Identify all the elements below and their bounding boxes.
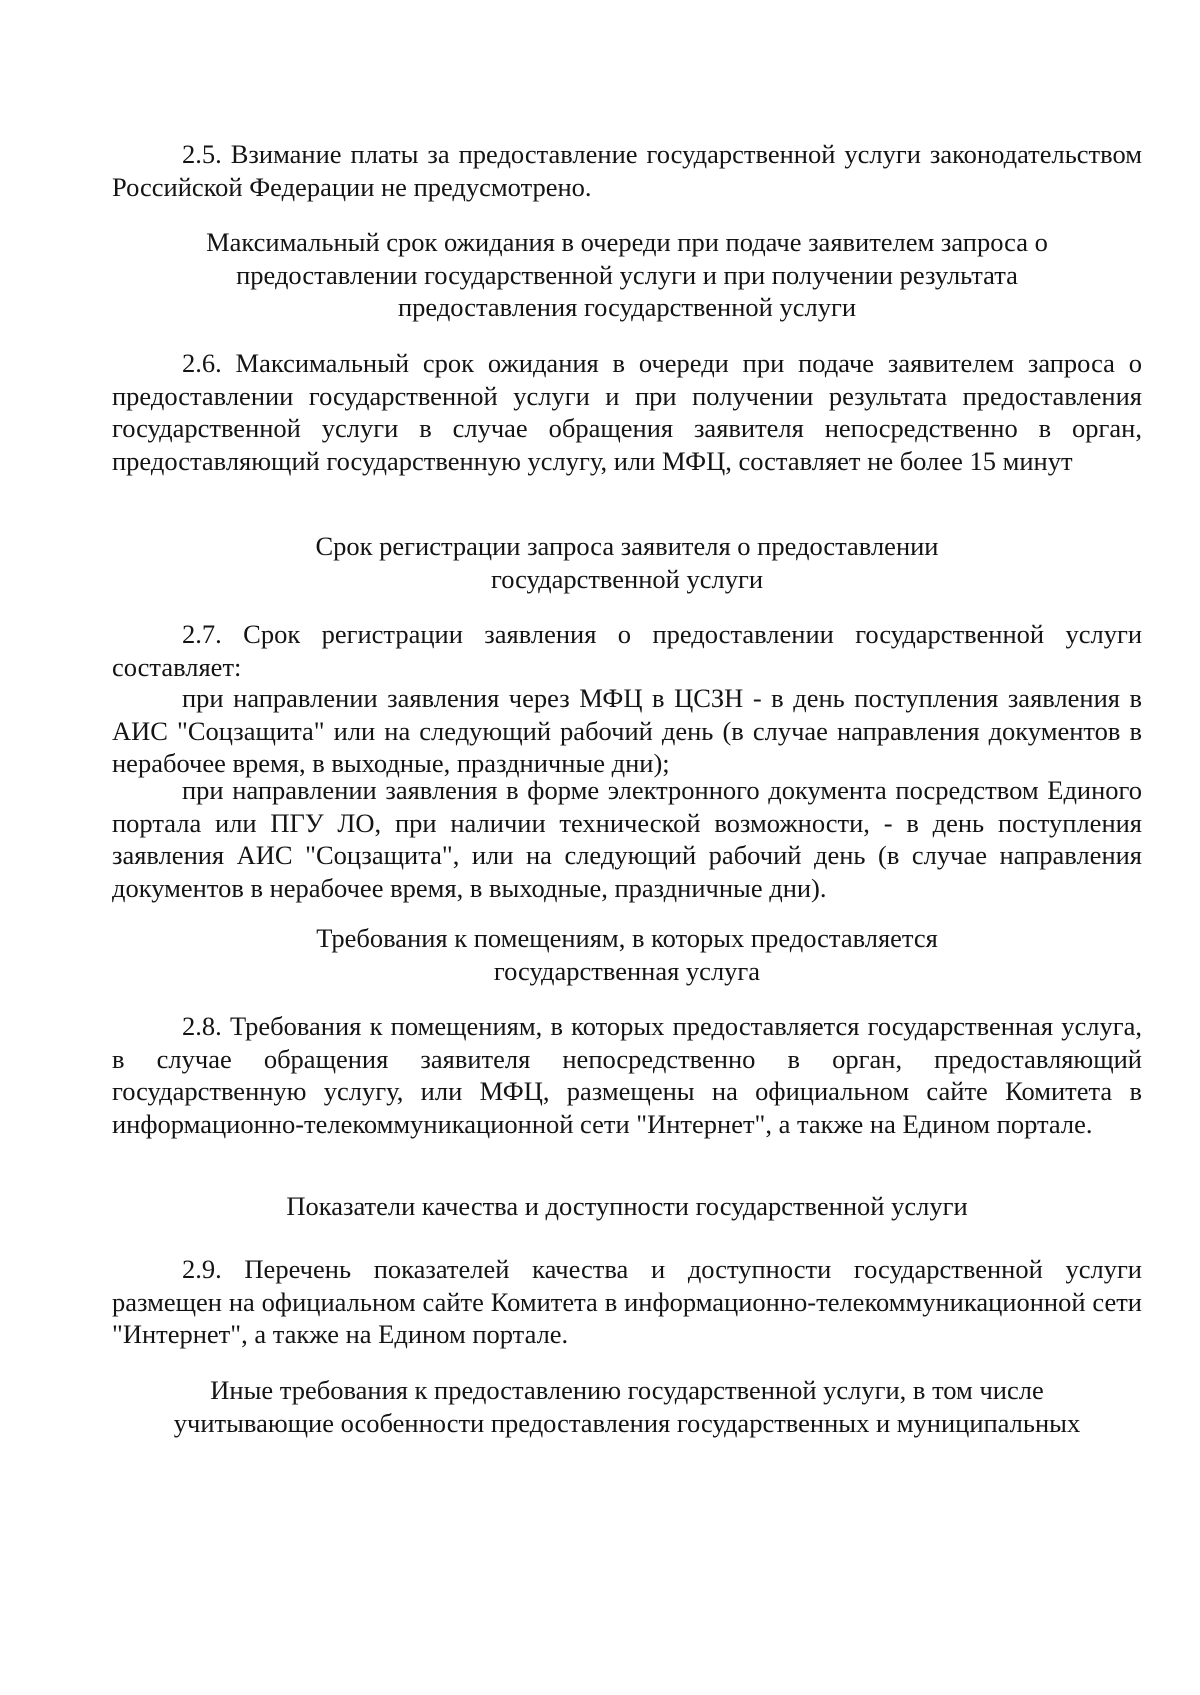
paragraph-2-5: 2.5. Взимание платы за предоставление государственной услуги законодательством Российской Федерации не предусмотрено.: [112, 139, 1142, 202]
heading-quality-indicators: [112, 1190, 1142, 1223]
heading-line: Иные требования к предоставлению государственной услуги, в том числе: [210, 1375, 1044, 1405]
heading-line: государственной услуги: [490, 563, 764, 594]
heading-line: учитывающие особенности предоставления государственных и муниципальных: [173, 1407, 1081, 1438]
paragraph-2-7: 2.7. Срок регистрации заявления о предоставлении государственной услуги составляет:: [112, 619, 1142, 682]
heading-premises-requirements: [112, 922, 1142, 987]
heading-line: Требования к помещениям, в которых предоставляется: [316, 923, 938, 953]
heading-line: государственная услуга: [493, 955, 761, 986]
heading-registration-term: [112, 530, 1142, 595]
heading-line: Показатели качества и доступности государственной услуги: [286, 1191, 968, 1221]
paragraph-2-8: 2.8. Требования к помещениям, в которых предоставляется государственная услуга, в случае обращения заявителя непосредственно в орган, предоставляющий государственную услугу, или МФЦ, размещены на официальном сайте Комитета в информационно-телекоммуникационной сети "Интернет", а также на Едином портале.: [112, 1011, 1142, 1139]
paragraph-2-7-mfc: при направлении заявления через МФЦ в ЦСЗН - в день поступления заявления в АИС "Соцзащита" или на следующий рабочий день (в случае направления документов в нерабочее время, в выходные, праздничные дни);: [112, 683, 1142, 778]
heading-line: предоставления государственной услуги: [397, 292, 857, 322]
paragraph-2-9: 2.9. Перечень показателей качества и доступности государственной услуги размещен на официальном сайте Комитета в информационно-телекоммуникационной сети "Интернет", а также на Едином портале.: [112, 1254, 1142, 1349]
heading-line: Срок регистрации запроса заявителя о предоставлении: [315, 531, 939, 561]
heading-max-wait-time: [112, 226, 1142, 324]
heading-line: предоставлении государственной услуги и при получении результата: [236, 259, 1018, 290]
paragraph-2-6: 2.6. Максимальный срок ожидания в очереди при подаче заявителем запроса о предоставлении государственной услуги и при получении результата предоставления государственной услуги в случае обращения заявителя непосредственно в орган, предоставляющий государственную услугу, или МФЦ, составляет не более 15 минут: [112, 348, 1142, 476]
heading-line: Максимальный срок ожидания в очереди при подаче заявителем запроса о: [206, 227, 1048, 257]
document-page: [112, 0, 1142, 1695]
heading-other-requirements: [112, 1374, 1142, 1439]
paragraph-2-7-electronic: при направлении заявления в форме электронного документа посредством Единого портала или ПГУ ЛО, при наличии технической возможности, - в день поступления заявления АИС "Соцзащита", или на следующий рабочий день (в случае направления документов в нерабочее время, в выходные, праздничные дни).: [112, 775, 1142, 903]
